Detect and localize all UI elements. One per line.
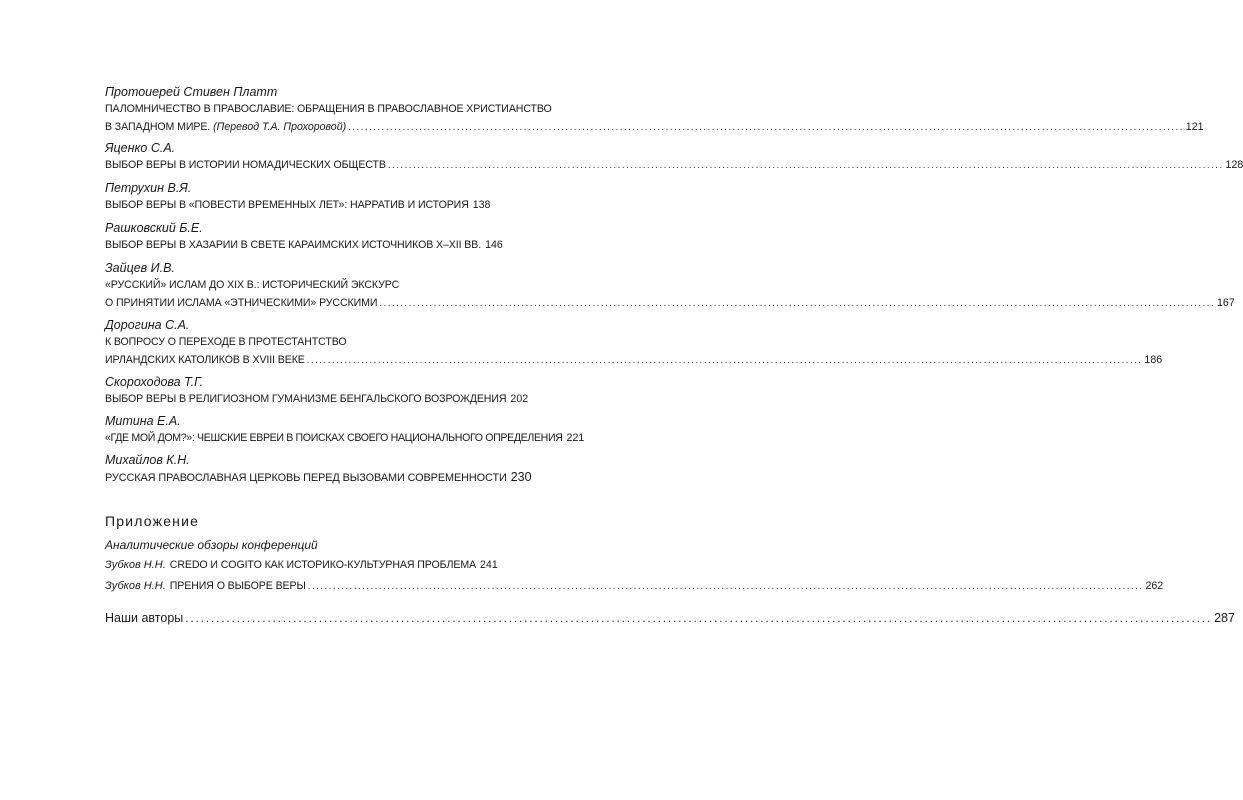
entry-author: Зубков Н.Н. bbox=[105, 580, 166, 592]
toc-entry bbox=[105, 452, 532, 486]
dot-leader: ........................................................................................................................................................................................................ bbox=[387, 160, 1224, 171]
entry-title: «ГДЕ МОЙ ДОМ?»: ЧЕШСКИЕ ЕВРЕИ В ПОИСКАХ СВОЕГО НАЦИОНАЛЬНОГО ОПРЕДЕЛЕНИЯ bbox=[105, 432, 563, 444]
entry-title-line bbox=[105, 333, 480, 351]
authors-label: Наши авторы bbox=[105, 611, 184, 625]
entry-title-line bbox=[105, 390, 529, 408]
entry-title: К ВОПРОСУ О ПЕРЕХОДЕ В ПРОТЕСТАНТСТВО bbox=[105, 336, 347, 348]
entry-title-line bbox=[105, 118, 1204, 136]
entry-note: (Перевод Т.А. Прохоровой) bbox=[213, 121, 347, 133]
entry-title: ВЫБОР ВЕРЫ В ХАЗАРИИ В СВЕТЕ КАРАИМСКИХ ИСТОЧНИКОВ X–XII ВВ. bbox=[105, 239, 482, 251]
entry-author: Дорогина С.А. bbox=[105, 318, 190, 332]
entry-title: РУССКАЯ ПРАВОСЛАВНАЯ ЦЕРКОВЬ ПЕРЕД ВЫЗОВАМИ СОВРЕМЕННОСТИ bbox=[105, 472, 507, 484]
entry-title-line bbox=[105, 429, 585, 447]
entry-title: ПРЕНИЯ О ВЫБОРЕ ВЕРЫ bbox=[169, 580, 306, 592]
page-number: 202 bbox=[510, 393, 529, 405]
entry-title-line bbox=[105, 609, 1235, 627]
entry-author: Яценко С.А. bbox=[105, 141, 176, 155]
entry-author: Митина Е.А. bbox=[105, 414, 181, 428]
dot-leader: ........................................................................................................................................................................................................ bbox=[307, 581, 1144, 592]
page-number: 128 bbox=[1225, 159, 1243, 171]
toc-entry bbox=[105, 140, 1243, 174]
authors-section bbox=[105, 609, 1235, 627]
appendix-item bbox=[105, 556, 498, 574]
entry-title: ВЫБОР ВЕРЫ В «ПОВЕСТИ ВРЕМЕННЫХ ЛЕТ»: НАРРАТИВ И ИСТОРИЯ bbox=[105, 199, 469, 211]
entry-author: Скороходова Т.Г. bbox=[105, 375, 204, 389]
dot-leader: ........................................................................................................................................................................................................ bbox=[185, 611, 1213, 625]
entry-author: Протоиерей Стивен Платт bbox=[105, 85, 278, 99]
page-number: 241 bbox=[480, 559, 498, 571]
dot-leader: ........................................................................................................................................................................................................ bbox=[306, 355, 1143, 366]
toc-entry bbox=[105, 220, 503, 254]
entry-title-line bbox=[105, 577, 1164, 595]
entry-title: О ПРИНЯТИИ ИСЛАМА «ЭТНИЧЕСКИМИ» РУССКИМИ bbox=[105, 297, 378, 309]
entry-author: Зайцев И.В. bbox=[105, 261, 175, 275]
dot-leader: ........................................................................................................................................................................................................ bbox=[348, 122, 1184, 133]
appendix-item bbox=[105, 577, 1164, 595]
toc-entry bbox=[105, 84, 1204, 136]
toc-entry bbox=[105, 413, 585, 447]
toc-entry bbox=[105, 374, 529, 408]
entry-title: ПАЛОМНИЧЕСТВО В ПРАВОСЛАВИЕ: ОБРАЩЕНИЯ В ПРАВОСЛАВНОЕ ХРИСТИАНСТВО bbox=[105, 103, 552, 115]
entry-title: В ЗАПАДНОМ МИРЕ. bbox=[105, 121, 211, 133]
entry-author: Рашковский Б.Е. bbox=[105, 221, 203, 235]
toc-entry bbox=[105, 317, 1163, 369]
entry-title: CREDO И COGITO КАК ИСТОРИКО-КУЛЬТУРНАЯ ПРОБЛЕМА bbox=[169, 559, 477, 571]
page-number: 121 bbox=[1185, 121, 1204, 133]
entry-author: Михайлов К.Н. bbox=[105, 453, 190, 467]
dot-leader: ........................................................................................................................................................................................................ bbox=[379, 298, 1216, 309]
page-number: 262 bbox=[1145, 580, 1164, 592]
entry-title: «РУССКИЙ» ИСЛАМ ДО XIX В.: ИСТОРИЧЕСКИЙ ЭКСКУРС bbox=[105, 279, 400, 291]
entry-title-line bbox=[105, 100, 552, 118]
entry-title-line bbox=[105, 156, 1243, 174]
toc-entry bbox=[105, 180, 491, 214]
page-number: 186 bbox=[1144, 354, 1163, 366]
entry-title: ВЫБОР ВЕРЫ В РЕЛИГИОЗНОМ ГУМАНИЗМЕ БЕНГАЛЬСКОГО ВОЗРОЖДЕНИЯ bbox=[105, 393, 507, 405]
page-number: 167 bbox=[1217, 297, 1235, 309]
page-number: 230 bbox=[510, 470, 532, 484]
appendix-title: Приложение bbox=[105, 513, 200, 529]
entry-author: Петрухин В.Я. bbox=[105, 181, 192, 195]
entry-title-line bbox=[105, 351, 1163, 369]
toc-entry bbox=[105, 260, 1235, 312]
entry-author: Зубков Н.Н. bbox=[105, 559, 166, 571]
appendix-subheading: Аналитические обзоры конференций bbox=[105, 538, 318, 552]
entry-title: ВЫБОР ВЕРЫ В ИСТОРИИ НОМАДИЧЕСКИХ ОБЩЕСТВ bbox=[105, 159, 386, 171]
entry-title-line bbox=[105, 294, 1235, 312]
entry-title-line bbox=[105, 276, 480, 294]
entry-title-line bbox=[105, 196, 491, 214]
page-number: 146 bbox=[485, 239, 503, 251]
entry-title-line bbox=[105, 236, 503, 254]
entry-title: ИРЛАНДСКИХ КАТОЛИКОВ В XVIII ВЕКЕ bbox=[105, 354, 305, 366]
entry-title-line bbox=[105, 556, 498, 574]
page-number: 221 bbox=[566, 432, 585, 444]
entry-title-line bbox=[105, 468, 532, 486]
page-number: 287 bbox=[1214, 611, 1235, 625]
page-number: 138 bbox=[472, 199, 491, 211]
